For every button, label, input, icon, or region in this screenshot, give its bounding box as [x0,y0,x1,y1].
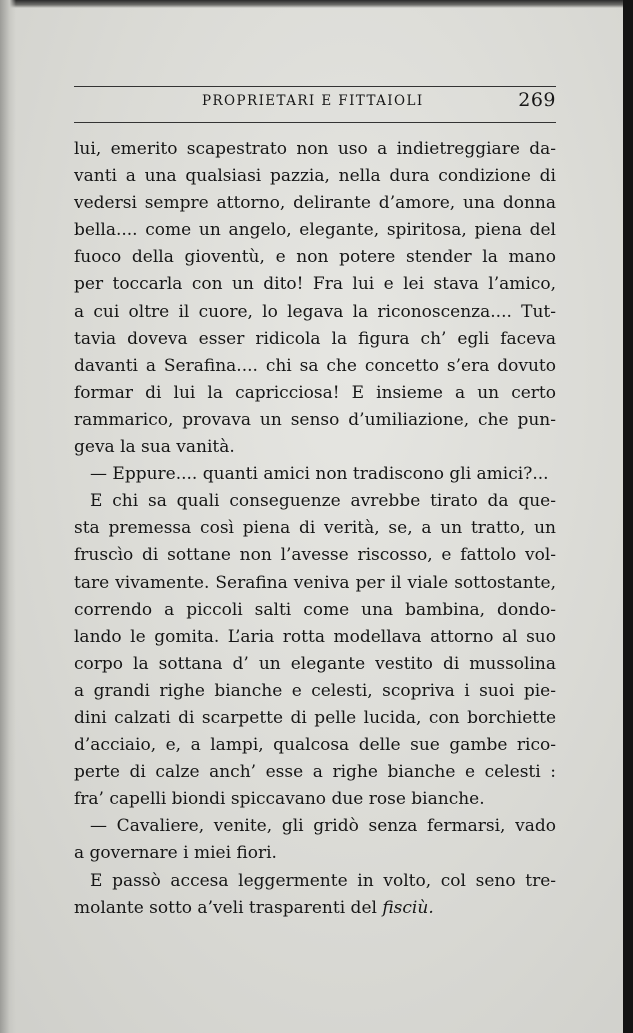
text-line: sta premessa così piena di verità, se, a un tratto, un [74,518,556,539]
text-line: bella.... come un angelo, elegante, spiritosa, piena del [74,220,556,241]
text-line: a grandi righe bianche e celesti, scopriva i suoi pie- [74,680,556,701]
final-line-text: molante sotto a’veli trasparenti del [74,897,383,918]
text-line: fra’ capelli biondi spiccavano due rose bianche. [74,789,485,810]
header-bottom-rule [74,122,556,123]
text-line: fruscìo di sottane non l’avesse riscosso, e fattolo vol- [74,545,556,566]
text-line: a governare i miei fiori. [74,843,277,864]
text-line: correndo a piccoli salti come una bambina, dondo- [74,599,556,620]
dialogue-line: — Eppure.... quanti amici non tradiscono gli amici?... [90,464,549,485]
header-top-rule [74,86,556,87]
running-title: PROPRIETARI E FITTAIOLI [202,93,424,109]
scan-top-edge [0,0,633,8]
text-line: corpo la sottana d’ un elegante vestito di mussolina [74,653,556,674]
text-line: vedersi sempre attorno, delirante d’amore, una donna [74,193,556,214]
paragraph-start-line: E chi sa quali conseguenze avrebbe tirato da que- [90,491,556,512]
page-gutter-shadow [0,0,16,1033]
text-line: a cui oltre il cuore, lo legava la riconoscenza.... Tut- [74,301,556,322]
text-line: tare vivamente. Serafina veniva per il viale sottostante, [74,572,556,593]
text-line: dini calzati di scarpette di pelle lucida, con borchiette [74,707,556,728]
text-line: d’acciaio, e, a lampi, qualcosa delle sue gambe rico- [74,735,556,756]
paragraph-start-line: E passò accesa leggermente in volto, col seno tre- [90,870,556,891]
text-line: fuoco della gioventù, e non potere stender la mano [74,247,556,268]
text-line: tavia doveva esser ridicola la figura ch’ egli faceva [74,328,556,349]
text-line: lui, emerito scapestrato non uso a indietreggiare da- [74,139,556,159]
text-line: lando le gomita. L’aria rotta modellava attorno al suo [74,626,556,647]
text-line: geva la sua vanità. [74,437,235,458]
dialogue-line: — Cavaliere, venite, gli gridò senza fermarsi, vado [90,816,556,837]
italic-word: fisciù. [382,897,434,918]
text-line: rammarico, provava un senso d’umiliazione, che pun- [74,409,556,430]
page-header [74,86,556,126]
text-line: per toccarla con un dito! Fra lui e lei stava l’amico, [74,274,556,295]
body-text [74,136,556,922]
page-number: 269 [518,89,556,111]
text-line: perte di calze anch’ esse a righe bianche e celesti : [74,762,556,783]
scan-right-edge [623,0,633,1033]
text-line: formar di lui la capricciosa! E insieme a un certo [74,382,556,403]
text-line: vanti a una qualsiasi pazzia, nella dura condizione di [74,166,556,187]
text-line: davanti a Serafina.... chi sa che concetto s’era dovuto [74,355,556,376]
final-text-line [74,895,556,922]
